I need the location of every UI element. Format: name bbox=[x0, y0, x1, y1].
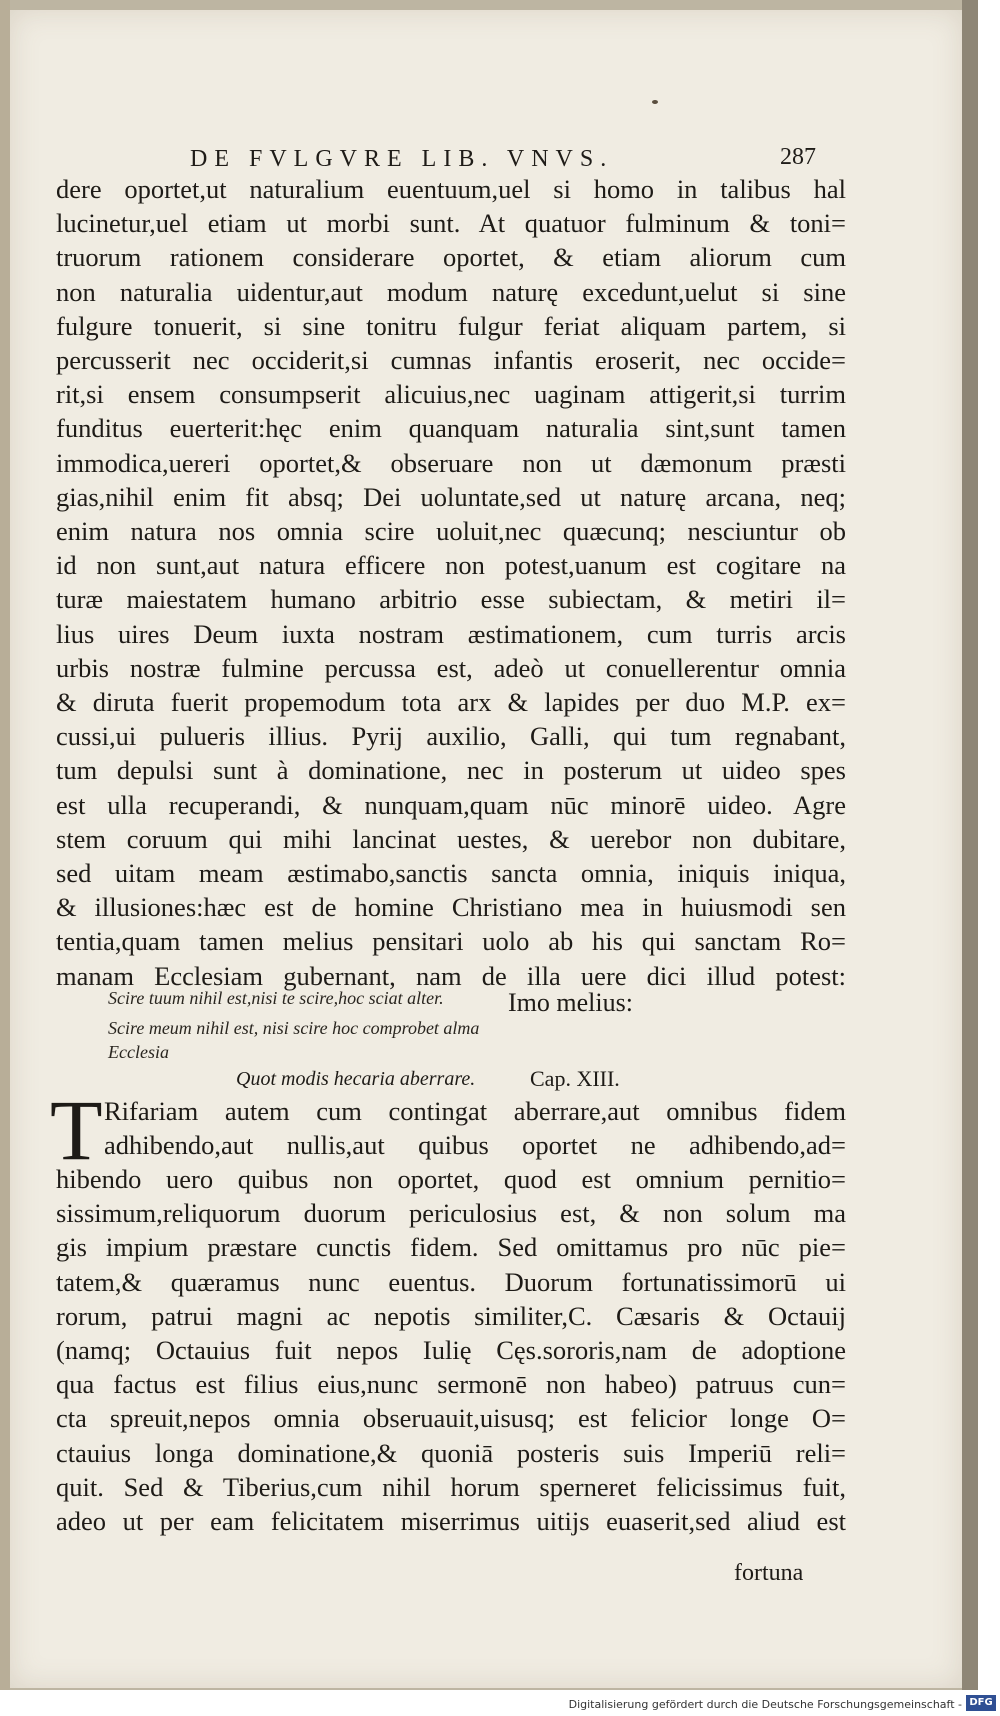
text-line: percusserit nec occiderit,si cumnas infantis eroserit, nec occide= bbox=[56, 345, 846, 375]
footer-credit: Digitalisierung gefördert durch die Deutsche Forschungsgemeinschaft - bbox=[568, 1698, 962, 1711]
text-line: tentia,quam tamen melius pensitari uolo ab his qui sanctam Ro= bbox=[56, 926, 846, 957]
text-line: gis impium præstare cunctis fidem. Sed omittamus pro nūc pie= bbox=[56, 1232, 846, 1263]
text-line: immodica,uereri oportet,& obseruare non ut dæmonum præsti bbox=[56, 447, 846, 478]
text-line: ctauius longa dominatione,& quoniā posteris suis Imperiū reli= bbox=[56, 1437, 846, 1468]
dfg-logo: DFG bbox=[966, 1695, 996, 1711]
text-line: cussi,ui pulueris illius. Pyrij auxilio, Galli, qui tum regnabant, bbox=[56, 721, 846, 752]
text-line: gias,nihil enim fit absq; Dei uoluntate,sed ut naturę arcana, neq; bbox=[56, 481, 846, 512]
text-line: funditus euerterit:hęc enim quanquam naturalia sint,sunt tamen bbox=[56, 413, 846, 444]
text-line: urbis nostræ fulmine percussa est, adeò ut conuellerentur omnia bbox=[56, 652, 846, 683]
text-line: rit,si ensem consumpserit alicuius,nec uaginam attigerit,si turrim bbox=[56, 379, 846, 410]
catchword: fortuna bbox=[734, 1560, 804, 1586]
verse-imo-melius: Imo melius: bbox=[508, 988, 633, 1017]
dropcap-initial: T bbox=[50, 1082, 103, 1178]
verse-line-3: Ecclesia bbox=[108, 1042, 169, 1062]
chapter-number: Cap. XIII. bbox=[530, 1066, 620, 1091]
page-left-edge bbox=[0, 0, 10, 1690]
text-line: dere oportet,ut naturalium euentuum,uel si homo in talibus hal bbox=[56, 174, 846, 204]
text-line: est ulla recuperandi, & nunquam,quam nūc minorē uideo. Agre bbox=[56, 789, 846, 820]
text-line: & illusiones:hæc est de homine Christiano mea in huiusmodi sen bbox=[56, 892, 846, 923]
text-line: rorum, patrui magni ac nepotis similiter,C. Cæsaris & Octauij bbox=[56, 1300, 846, 1331]
page-right-edge bbox=[962, 0, 978, 1690]
text-line: adhibendo,aut nullis,aut quibus oportet ne adhibendo,ad= bbox=[104, 1130, 846, 1161]
text-line: truorum rationem considerare oportet, & etiam aliorum cum bbox=[56, 242, 846, 273]
running-title: DE FVLGVRE LIB. VNVS. bbox=[190, 146, 614, 172]
text-line: (namq; Octauius fuit nepos Iulię Cęs.sororis,nam de adoptione bbox=[56, 1335, 846, 1365]
text-line: & diruta fuerit propemodum tota arx & lapides per duo M.P. ex= bbox=[56, 687, 846, 717]
text-line: Rifariam autem cum contingat aberrare,aut omnibus fidem bbox=[104, 1096, 846, 1126]
chapter-title: Quot modis hecaria aberrare. bbox=[236, 1068, 476, 1090]
verse-line-1: Scire tuum nihil est,nisi te scire,hoc sciat alter. bbox=[108, 988, 444, 1008]
text-line: enim natura nos omnia scire uoluit,nec quæcunq; nesciuntur ob bbox=[56, 516, 846, 546]
ink-speck bbox=[652, 100, 658, 104]
text-line: cta spreuit,nepos omnia obseruauit,uisusq; est felicior longe O= bbox=[56, 1403, 846, 1434]
text-line: sed uitam meam æstimabo,sanctis sancta omnia, iniquis iniqua, bbox=[56, 858, 846, 888]
text-line: manam Ecclesiam gubernant, nam de illa uere dici illud potest: bbox=[56, 960, 846, 991]
text-line: adeo ut per eam felicitatem miserrimus uitijs euaserit,sed aliud est bbox=[56, 1506, 846, 1536]
text-line: id non sunt,aut natura efficere non potest,uanum est cogitare na bbox=[56, 550, 846, 581]
text-line: quit. Sed & Tiberius,cum nihil horum sperneret felicissimus fuit, bbox=[56, 1471, 846, 1502]
text-line: fulgure tonuerit, si sine tonitru fulgur feriat aliquam partem, si bbox=[56, 310, 846, 341]
text-line: turæ maiestatem humano arbitrio esse subiectam, & metiri il= bbox=[56, 584, 846, 615]
text-line: tum depulsi sunt à dominatione, nec in posterum ut uideo spes bbox=[56, 755, 846, 786]
text-line: hibendo uero quibus non oportet, quod est omnium pernitio= bbox=[56, 1164, 846, 1194]
text-line: stem coruum qui mihi lancinat uestes, & uerebor non dubitare, bbox=[56, 823, 846, 854]
page-number: 287 bbox=[780, 144, 816, 170]
text-line: non naturalia uidentur,aut modum naturę excedunt,uelut si sine bbox=[56, 276, 846, 307]
text-line: sissimum,reliquorum duorum periculosius est, & non solum ma bbox=[56, 1198, 846, 1229]
text-line: lucinetur,uel etiam ut morbi sunt. At quatuor fulminum & toni= bbox=[56, 208, 846, 239]
text-line: lius uires Deum iuxta nostram æstimationem, cum turris arcis bbox=[56, 618, 846, 649]
verse-line-2: Scire meum nihil est, nisi scire hoc comprobet alma bbox=[108, 1018, 480, 1038]
text-line: tatem,& quæramus nunc euentus. Duorum fortunatissimorū ui bbox=[56, 1266, 846, 1297]
text-line: qua factus est filius eius,nunc sermonē non habeo) patruus cun= bbox=[56, 1369, 846, 1400]
